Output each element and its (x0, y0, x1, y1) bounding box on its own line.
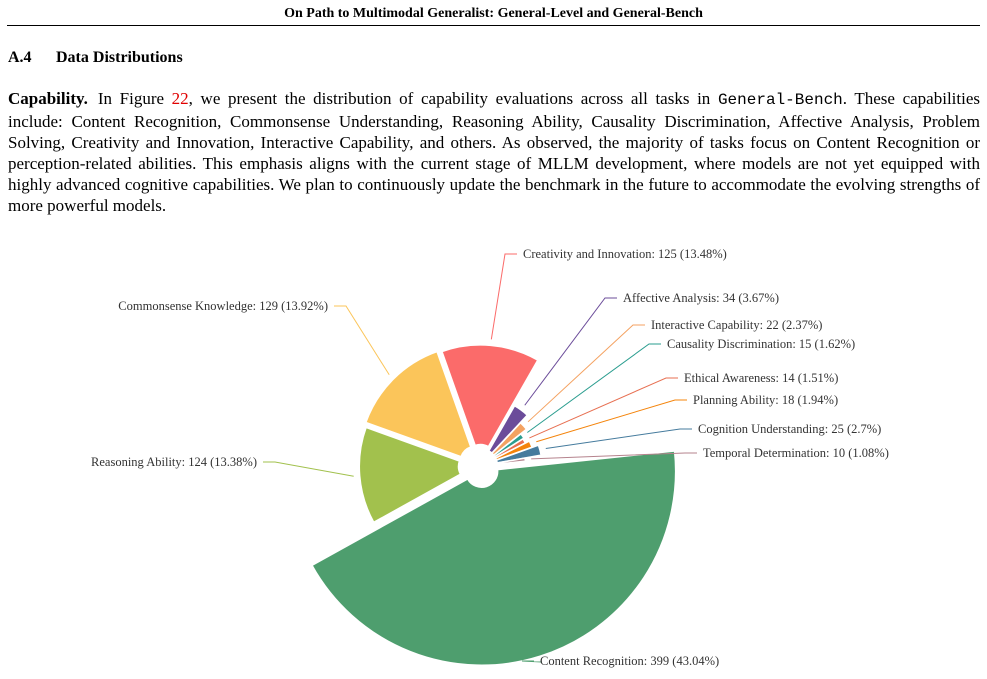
section-number: A.4 (8, 49, 32, 66)
section-heading (8, 49, 183, 67)
leader-line-8 (536, 400, 687, 442)
slice-label-1: Reasoning Ability: 124 (13.38%) (91, 455, 257, 469)
running-header: On Path to Multimodal Generalist: General-Level and General-Bench (284, 6, 703, 21)
leader-line-1 (263, 462, 354, 476)
slice-label-2: Commonsense Knowledge: 129 (13.92%) (118, 299, 328, 313)
leader-line-0 (522, 661, 542, 662)
slice-label-4: Affective Analysis: 34 (3.67%) (623, 291, 779, 305)
header-rule (7, 25, 980, 26)
paragraph-text-1: In Figure (97, 89, 172, 108)
leader-line-5 (528, 325, 645, 422)
slice-label-10: Temporal Determination: 10 (1.08%) (703, 446, 889, 460)
capability-pie-chart (0, 240, 987, 679)
slice-label-6: Causality Discrimination: 15 (1.62%) (667, 337, 856, 351)
slice-label-0: Content Recognition: 399 (43.04%) (540, 654, 720, 668)
paragraph-text-3: . These capabilities include: Content Recognition, Commonsense Understanding, Reasoning Ability, Causality Discrimination, Affective Analysis, Problem Solving, Creativity and Innovation, Interactive Capability, and others. As observed, the majority of tasks focus on Content Recognition or perception-related abilities. This emphasis aligns with the current stage of MLLM development, where models are not yet equipped with highly advanced cognitive capabilities. We plan to continuously update the benchmark in the future to accommodate the evolving strengths of more powerful models. (8, 89, 981, 215)
paragraph-text-2: , we present the distribution of capability evaluations across all tasks in (188, 89, 718, 108)
body-paragraph (8, 88, 980, 216)
slice-label-9: Cognition Understanding: 25 (2.7%) (698, 422, 882, 436)
slice-label-7: Ethical Awareness: 14 (1.51%) (684, 371, 839, 385)
section-title: Data Distributions (56, 49, 183, 66)
leader-line-7 (529, 378, 678, 438)
leader-line-2 (334, 306, 389, 375)
figure-reference-link[interactable]: 22 (171, 89, 189, 108)
slice-label-8: Planning Ability: 18 (1.94%) (693, 393, 839, 407)
leader-line-4 (525, 298, 617, 405)
slice-label-5: Interactive Capability: 22 (2.37%) (651, 318, 823, 332)
paragraph-lead: Capability. (8, 89, 88, 108)
benchmark-name: General-Bench (717, 91, 843, 109)
slice-label-3: Creativity and Innovation: 125 (13.48%) (523, 247, 727, 261)
leader-line-6 (527, 344, 661, 432)
leader-line-3 (491, 254, 517, 339)
